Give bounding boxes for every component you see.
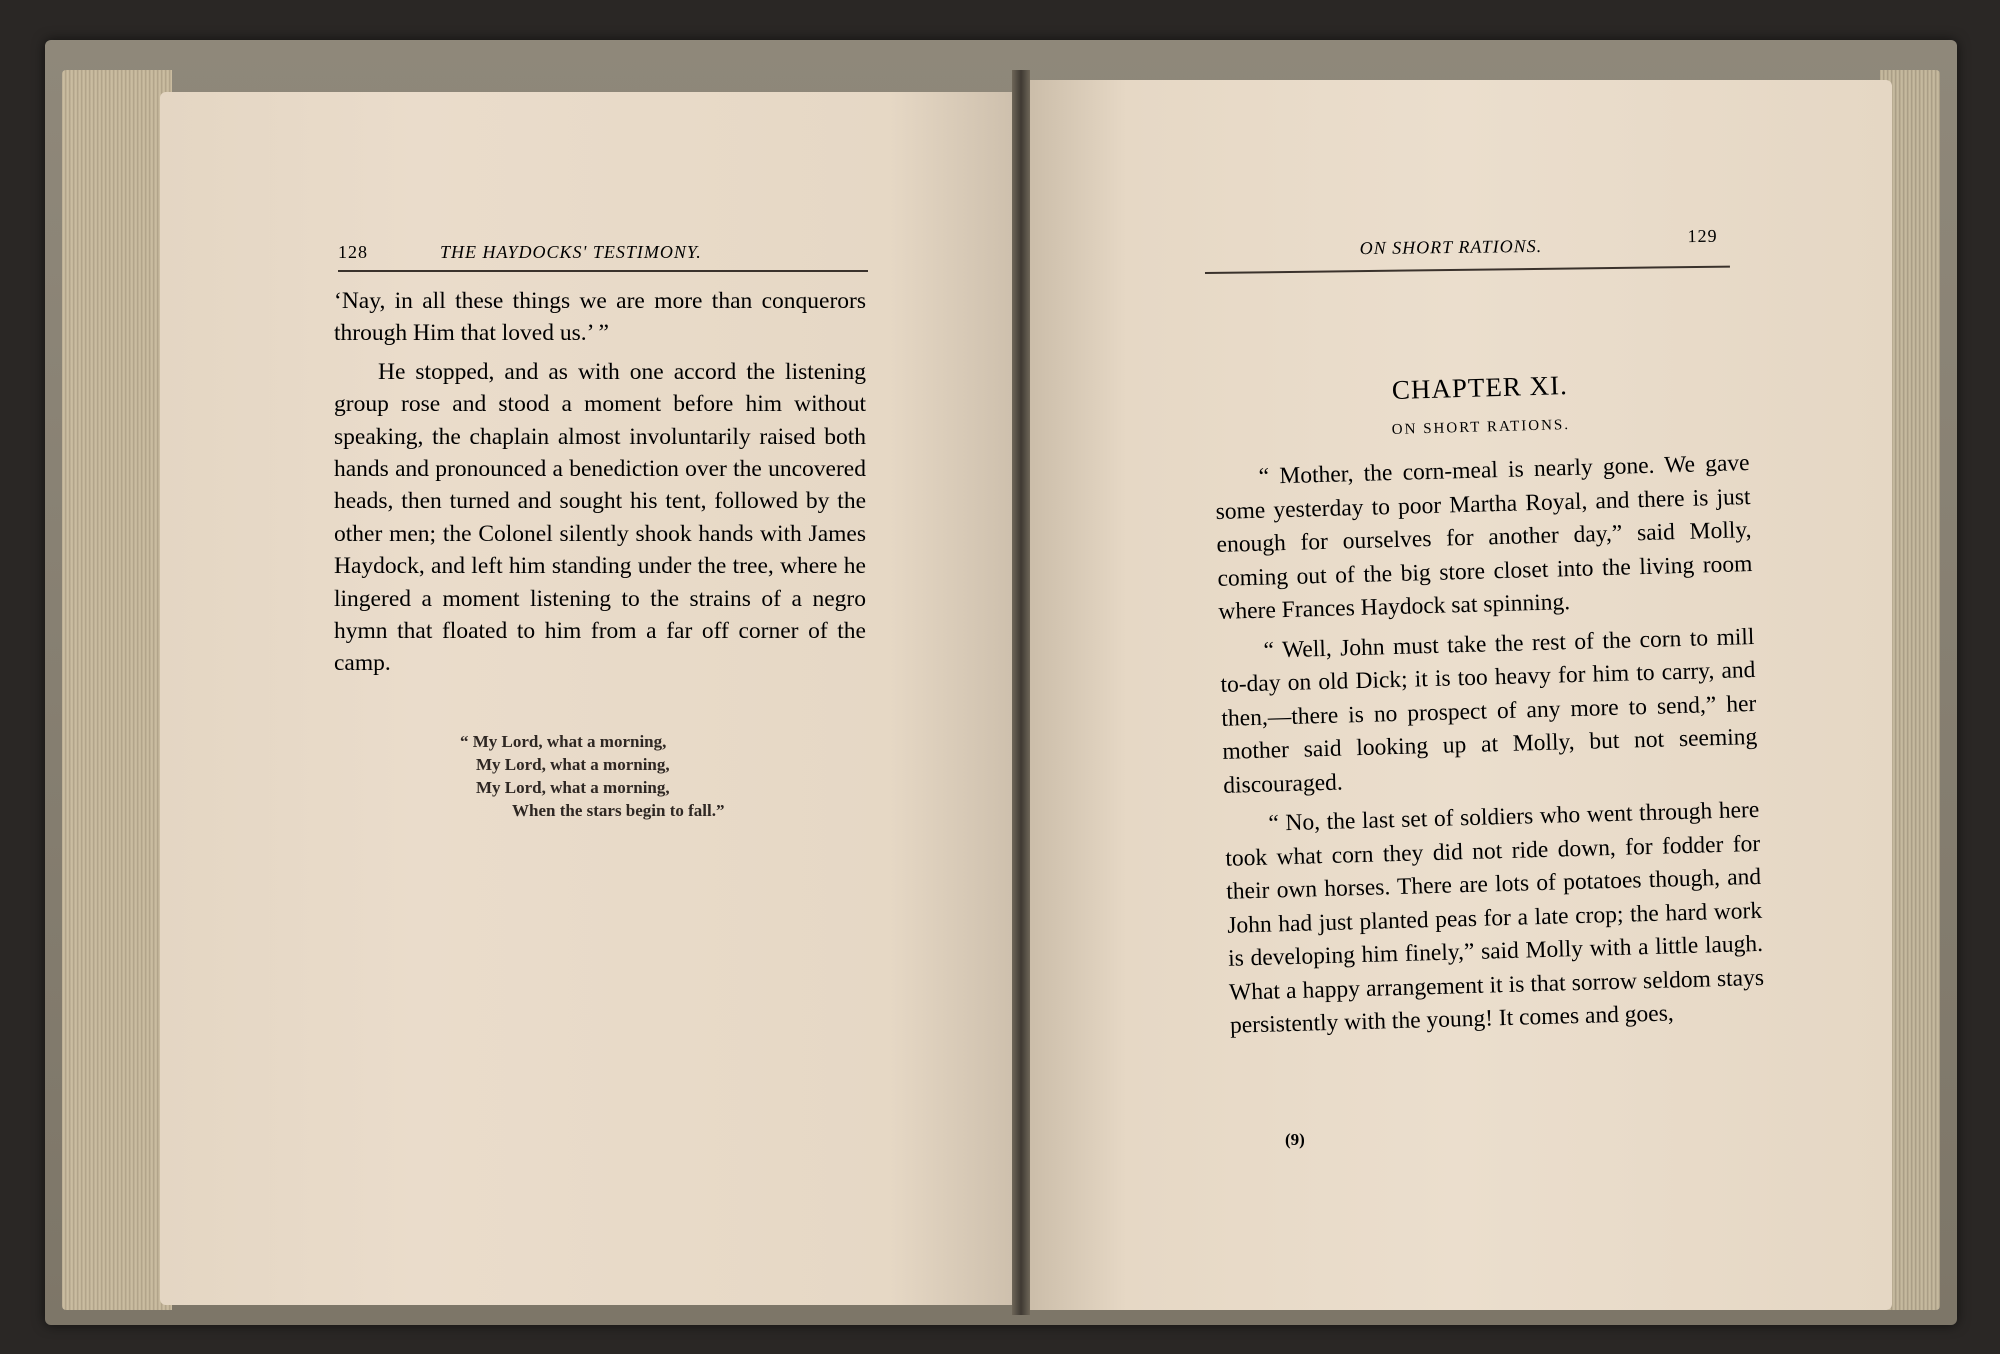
- signature-mark: (9): [1285, 1130, 1305, 1149]
- right-page-content: [1212, 365, 1765, 1043]
- verse-line: “ My Lord, what a morning,: [460, 732, 667, 751]
- paragraph: “ No, the last set of soldiers who went through here took what corn they did not ride down, for fodder for their own horses. There are lots of potatoes though, and John had just planted peas for a late crop; the hard work is developing him finely,” said Molly with a little laugh. What a happy arrangement it is that sorrow seldom stays persistently with the young! It comes and goes,: [1224, 796, 1765, 1039]
- hymn-verse: [460, 730, 800, 822]
- left-running-head: [338, 242, 868, 272]
- right-page-text: [1214, 447, 1765, 1043]
- verse-line: When the stars begin to fall.”: [512, 801, 725, 820]
- verse-line: My Lord, what a morning,: [476, 778, 670, 797]
- paragraph: “ Mother, the corn-meal is nearly gone. We gave some yesterday to poor Martha Royal, and there is just enough for ourselves for another day,” said Molly, coming out of the big store closet into the living room where Frances Haydock sat spinning.: [1215, 450, 1753, 625]
- paragraph: “ Well, John must take the rest of the corn to mill to-day on old Dick; it is too heavy for him to carry, and then,—there is no prospect of any more to send,” her mother said looking up at Molly, but not seeming discouraged.: [1220, 623, 1758, 799]
- chapter-title: CHAPTER XI.: [1391, 370, 1569, 405]
- paragraph: ‘Nay, in all these things we are more than conquerors through Him that loved us.’ ”: [334, 288, 866, 347]
- book-gutter: [1012, 70, 1030, 1315]
- verse-line: My Lord, what a morning,: [476, 755, 670, 774]
- right-running-title: ON SHORT RATIONS.: [1359, 235, 1543, 259]
- left-running-title: THE HAYDOCKS' TESTIMONY.: [440, 242, 702, 262]
- left-page: [160, 92, 1017, 1305]
- paragraph: He stopped, and as with one accord the listening group rose and stood a moment before him without speaking, the chaplain almost involuntarily raised both hands and pronounced a benediction over the uncovered heads, then turned and sought his tent, followed by the other men; the Colonel silently shook hands with James Haydock, and left him standing under the tree, where he lingered a moment listening to the strains of a negro hymn that floated to him from a far off corner of the camp.: [334, 358, 866, 677]
- left-page-number: 128: [338, 242, 368, 262]
- left-page-text: [334, 285, 866, 680]
- right-running-head: [1205, 225, 1730, 274]
- right-page-number: 129: [1687, 225, 1718, 247]
- chapter-subtitle: ON SHORT RATIONS.: [1391, 417, 1571, 438]
- page-edges-left: [62, 70, 172, 1310]
